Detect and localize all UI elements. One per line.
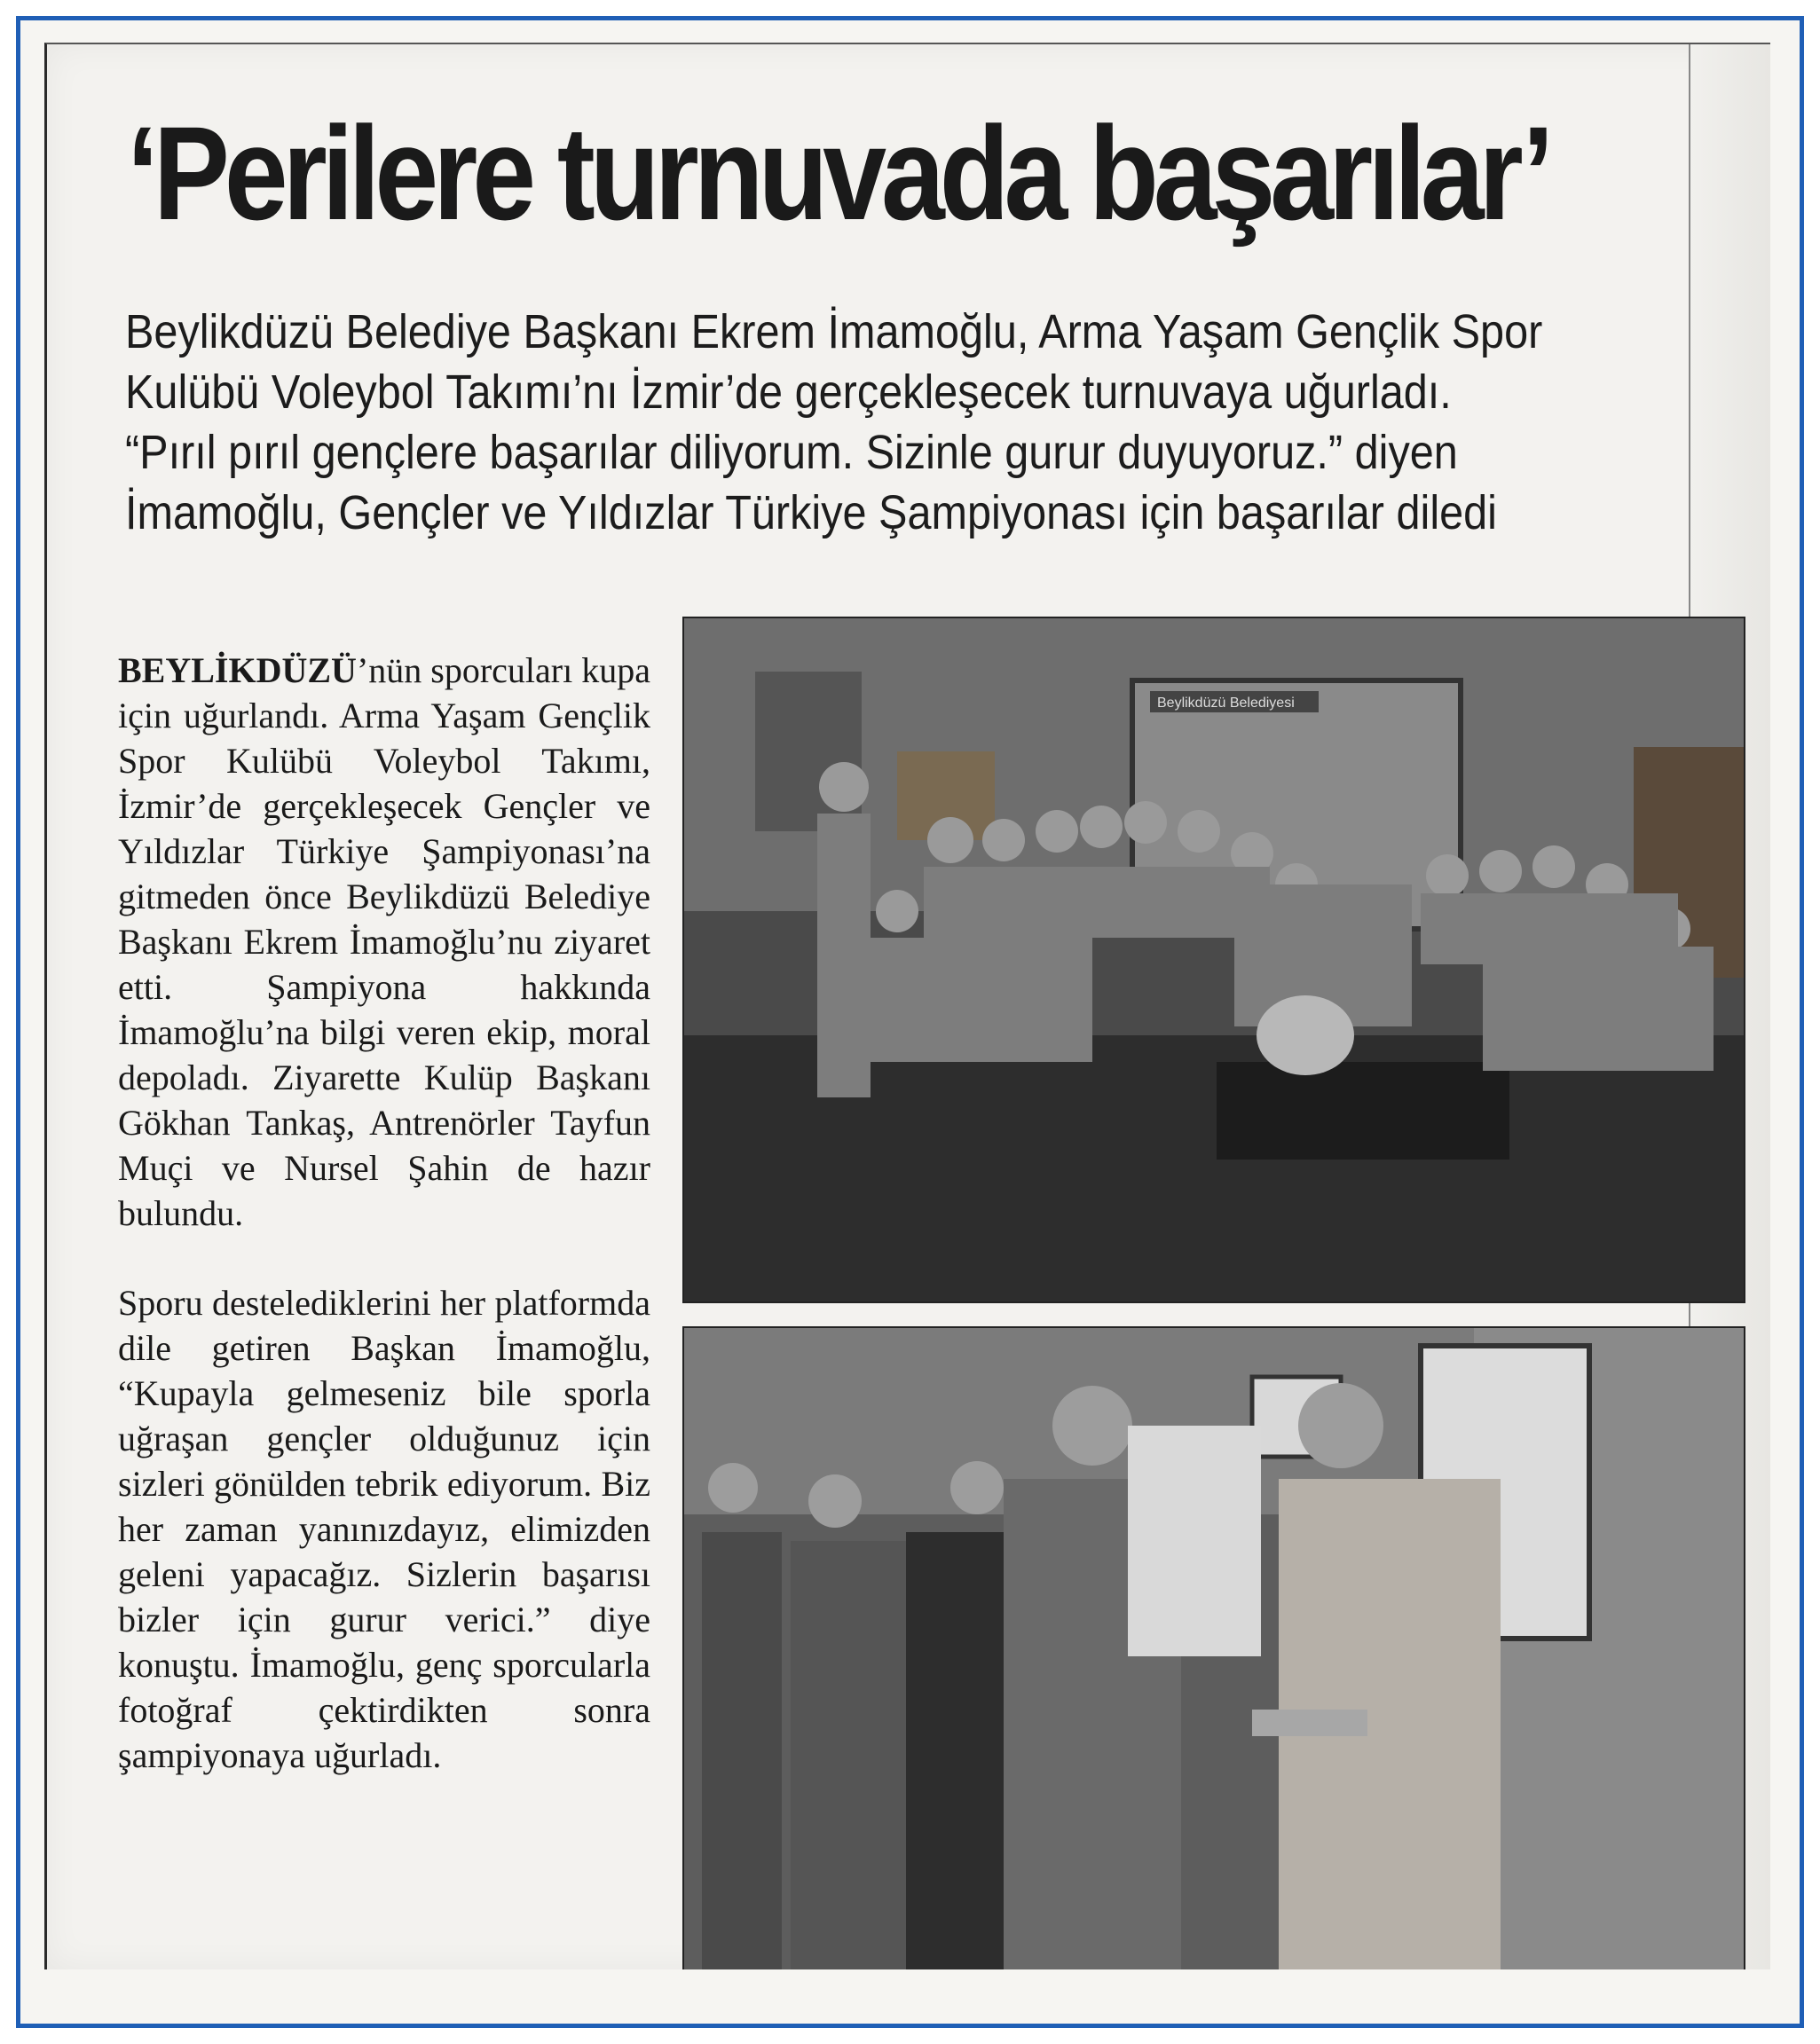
newspaper-clipping [44,43,1770,1969]
article-deck [125,302,1658,543]
photo-team-group-image [684,618,1744,1301]
deck-line: Kulübü Voleybol Takımı’nı İzmir’de gerçekleşecek turnuvaya uğurladı. [125,366,1452,419]
dateline: BEYLİKDÜZÜ [118,650,357,690]
paragraph-text: ’nün sporcuları kupa için uğurlandı. Arma Yaşam Gençlik Spor Kulübü Voleybol Takımı, İzmir’de gerçekleşecek Gençler ve Yıldızlar Türkiye Şampiyonası’na gitmeden önce Beylikdüzü Belediye Başkanı Ekrem İmamoğlu’nu ziyaret etti. Şampiyona hakkında İmamoğlu’na bilgi veren ekip, moral depoladı. Ziyarette Kulüp Başkanı Gökhan Tankaş, Antrenörler Tayfun Muçi ve Nursel Şahin de hazır bulundu. [118,650,650,1233]
article-headline: ‘Perilere turnuvada başarılar’ [127,98,1549,248]
deck-line: “Pırıl pırıl gençlere başarılar diliyorum. Sizinle gurur duyuyoruz.” diyen [125,426,1458,479]
photo-handshake [682,1326,1745,1969]
deck-line: Beylikdüzü Belediye Başkanı Ekrem İmamoğlu, Arma Yaşam Gençlik Spor [125,305,1543,358]
photo-team-group [682,617,1745,1303]
photo-sign-text: Beylikdüzü Belediyesi [1157,696,1295,711]
deck-line: İmamoğlu, Gençler ve Yıldızlar Türkiye Şampiyonası için başarılar diledi [125,486,1497,539]
photo-handshake-image [684,1328,1744,1969]
body-paragraph-2: Sporu destelediklerini her platformda dile getiren Başkan İmamoğlu, “Kupayla gelmeseniz bile sporla uğraşan gençler olduğunuz için sizleri gönülden tebrik ediyorum. Biz her zaman yanınızdayız, elimizden geleni yapacağız. Sizlerin başarısı bizler için gurur verici.” diye konuştu. İmamoğlu, genç sporcularla fotoğraf çektirdikten sonra şampiyonaya uğurladı. [118,1283,650,1775]
body-paragraph-1 [118,648,650,1236]
article-body [118,648,650,1778]
